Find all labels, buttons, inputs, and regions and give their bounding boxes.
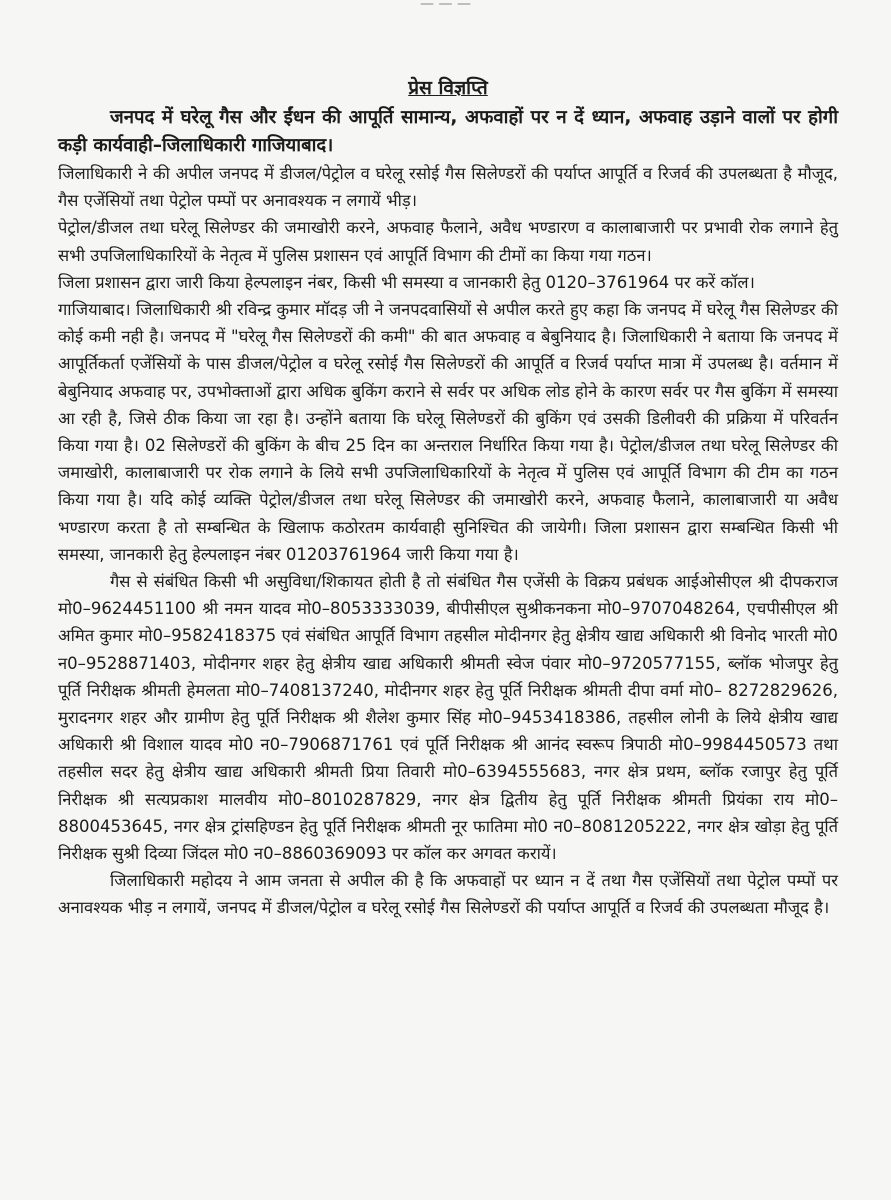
paragraph-contact-numbers: गैस से संबंधित किसी भी असुविधा/शिकायत होती है तो संबंधित गैस एजेंसी के विक्रय प्रबंधक आईओसीएल श्री दीपकराज मो0–9624451100 श्री नमन यादव मो0–8053333039, बीपीसीएल सुश्रीकनकना मो0–9707048264, एचपीसीएल श्री अमित कुमार मो0–9582418375 एवं संबंधित आपूर्ति विभाग तहसील मोदीनगर हेतु क्षेत्रीय खाद्य अधिकारी श्री विनोद भारती मो0 न0–9528871403, मोदीनगर शहर हेतु क्षेत्रीय खाद्य अधिकारी श्रीमती स्वेज पंवार मो0–9720577155, ब्लॉक भोजपुर हेतु पूर्ति निरीक्षक श्रीमती हेमलता मो0–7408137240, मोदीनगर शहर हेतु पूर्ति निरीक्षक श्रीमती दीपा वर्मा मो0– 8272829626, मुरादनगर शहर और ग्रामीण हेतु पूर्ति निरीक्षक श्री शैलेश कुमार सिंह मो0–9453418386, तहसील लोनी के लिये क्षेत्रीय खाद्य अधिकारी श्री विशाल यादव मो0 न0–7906871761 एवं पूर्ति निरीक्षक श्री आनंद स्वरूप त्रिपाठी मो0–9984450573 तथा तहसील सदर हेतु क्षेत्रीय खाद्य अधिकारी श्रीमती प्रिया तिवारी मो0–6394555683, नगर क्षेत्र प्रथम, ब्लॉक रजापुर हेतु पूर्ति निरीक्षक श्री सत्यप्रकाश मालवीय मो0–8010287829, नगर क्षेत्र द्वितीय हेतु पूर्ति निरीक्षक श्रीमती प्रियंका राय मो0–8800453645, नगर क्षेत्र ट्रांसहिण्डन हेतु पूर्ति निरीक्षक श्रीमती नूर फातिमा मो0 न0–8081205222, नगर क्षेत्र खोड़ा हेतु पूर्ति निरीक्षक सुश्री दिव्या जिंदल मो0 न0–8860369093 पर कॉल कर अगवत करायें। xyxy=(58,572,838,864)
top-edge-mark: — — — xyxy=(420,0,471,8)
paragraph-appeal-summary: जिलाधिकारी ने की अपील जनपद में डीजल/पेट्रोल व घरेलू रसोई गैस सिलेण्डरों की पर्याप्त आपूर्ति व रिजर्व की उपलब्धता है मौजूद, गैस एजेंसियों तथा पेट्रोल पम्पों पर अनावश्यक न लगायें भीड़। xyxy=(58,164,838,211)
document-body xyxy=(58,76,838,922)
paragraph-dm-statement: गाजियाबाद। जिलाधिकारी श्री रविन्द्र कुमार मॉदड़ जी ने जनपदवासियों से अपील करते हुए कहा कि जनपद में घरेलू गैस सिलेण्डर की कोई कमी नही है। जनपद में "घरेलू गैस सिलेण्डरों की कमी" की बात अफवाह व बेबुनियाद है। जिलाधिकारी ने बताया कि जनपद में आपूर्तिकर्ता एजेंसियों के पास डीजल/पेट्रोल व घरेलू रसोई गैस सिलेण्डरों की आपूर्ति व रिजर्व पर्याप्त मात्रा में उपलब्ध है। वर्तमान में बेबुनियाद अफवाह पर, उपभोक्ताओं द्वारा अधिक बुकिंग कराने से सर्वर पर अधिक लोड होने के कारण सर्वर पर गैस बुकिंग में समस्या आ रही है, जिसे ठीक किया जा रहा है। उन्होंने बताया कि घरेलू सिलेण्डरों की बुकिंग एवं उसकी डिलीवरी की प्रक्रिया में परिवर्तन किया गया है। 02 सिलेण्डरों की बुकिंग के बीच 25 दिन का अन्तराल निर्धारित किया गया है। पेट्रोल/डीजल तथा घरेलू सिलेण्डर की जमाखोरी, कालाबाजारी पर रोक लगाने के लिये सभी उपजिलाधिकारियों के नेतृत्व में पुलिस एवं आपूर्ति विभाग की टीम का गठन किया गया है। यदि कोई व्यक्ति पेट्रोल/डीजल तथा घरेलू सिलेण्डर की जमाखोरी करने, अफवाह फैलाने, कालाबाजारी या अवैध भण्डारण करता है तो सम्बन्धित के खिलाफ कठोरतम कार्यवाही सुनिश्चित की जायेगी। जिला प्रशासन द्वारा सम्बन्धित किसी भी समस्या, जानकारी हेतु हेल्पलाइन नंबर 01203761964 जारी किया गया है। xyxy=(58,300,838,564)
paragraph-helpline: जिला प्रशासन द्वारा जारी किया हेल्पलाइन नंबर, किसी भी समस्या व जानकारी हेतु 0120–3761964 पर करें कॉल। xyxy=(58,272,755,292)
paragraph-teams-formed: पेट्रोल/डीजल तथा घरेलू सिलेण्डर की जमाखोरी करने, अफवाह फैलाने, अवैध भण्डारण व कालाबाजारी पर प्रभावी रोक लगाने हेतु सभी उपजिलाधिकारियों के नेतृत्व में पुलिस प्रशासन एवं आपूर्ति विभाग की टीमों का किया गया गठन। xyxy=(58,218,838,265)
document-title xyxy=(58,76,838,100)
document-title-text: प्रेस विज्ञप्ति xyxy=(408,77,488,99)
paragraph-final-appeal: जिलाधिकारी महोदय ने आम जनता से अपील की है कि अफवाहों पर ध्यान न दें तथा गैस एजेंसियों तथा पेट्रोल पम्पों पर अनावश्यक भीड़ न लगायें, जनपद में डीजल/पेट्रोल व घरेलू रसोई गैस सिलेण्डरों की पर्याप्त आपूर्ति व रिजर्व की उपलब्धता मौजूद है। xyxy=(58,871,838,918)
headline: जनपद में घरेलू गैस और ईंधन की आपूर्ति सामान्य, अफवाहों पर न दें ध्यान, अफवाह उड़ाने वालों पर होगी कड़ी कार्यवाही–जिलाधिकारी गाजियाबाद। xyxy=(58,107,838,156)
